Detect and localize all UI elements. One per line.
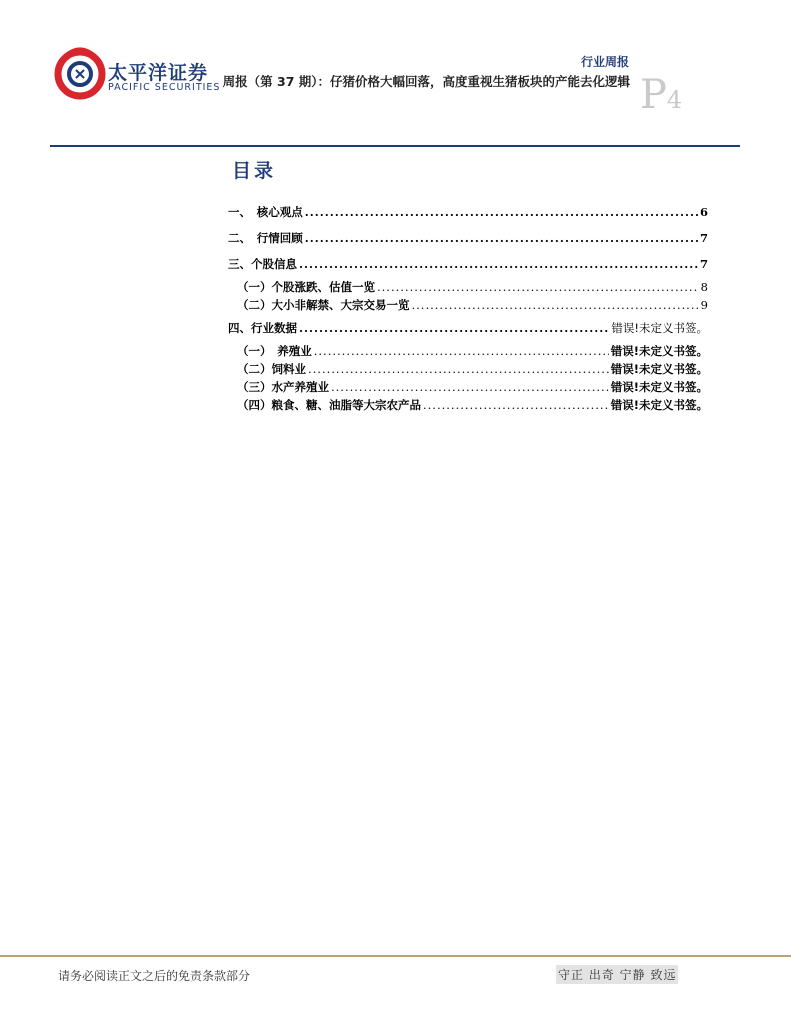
toc-entry-bulk-commodities[interactable]: [228, 397, 708, 413]
toc-entry-page: 7: [699, 257, 708, 271]
logo-chinese-name: 太平洋证券: [108, 62, 209, 84]
toc-entry-page: 7: [699, 231, 708, 245]
toc-entry-breeding[interactable]: [228, 343, 708, 359]
toc-entry-page: 错误!未定义书签。: [610, 362, 708, 376]
toc-heading: 目录: [232, 160, 277, 182]
company-logo: [52, 42, 221, 102]
company-motto: 守正 出奇 宁静 致远: [556, 965, 678, 984]
toc-leader: [331, 380, 609, 394]
toc-entry-label: （四）粮食、糖、油脂等大宗农产品: [237, 398, 421, 412]
toc-entry-page: 错误!未定义书签。: [611, 321, 708, 335]
toc-leader: [377, 280, 699, 294]
page-letter: P: [640, 72, 667, 118]
toc-entry-page: 9: [700, 298, 708, 312]
toc-entry-page: 错误!未定义书签。: [610, 398, 708, 412]
toc-entry-industry-data[interactable]: [228, 320, 708, 336]
toc-entry-feed[interactable]: [228, 361, 708, 377]
toc-leader: [423, 398, 609, 412]
toc-entry-unlock-block-trades[interactable]: [228, 297, 708, 313]
page-number-mark: [640, 72, 682, 118]
logo-english-name: PACIFIC SECURITIES: [108, 82, 221, 93]
toc-entry-label: （二）饲料业: [237, 362, 306, 376]
toc-entry-label: 一、 核心观点: [228, 205, 303, 219]
toc-entry-label: 二、 行情回顾: [228, 231, 303, 245]
toc-entry-label: （三）水产养殖业: [237, 380, 329, 394]
toc-entry-label: 三、个股信息: [228, 257, 297, 271]
toc-entry-label: （一）个股涨跌、估值一览: [237, 280, 375, 294]
toc-leader: [305, 231, 698, 245]
toc-leader: [299, 257, 698, 271]
toc-entry-aquaculture[interactable]: [228, 379, 708, 395]
toc-entry-market-review[interactable]: [228, 230, 708, 246]
toc-entry-label: （二）大小非解禁、大宗交易一览: [237, 298, 410, 312]
toc-entry-stock-info[interactable]: [228, 256, 708, 272]
report-type: 行业周报: [580, 55, 629, 69]
toc-entry-core-views[interactable]: [228, 204, 708, 220]
toc-leader: [412, 298, 699, 312]
footer-divider: [0, 955, 791, 957]
toc-leader: [299, 321, 609, 335]
toc-entry-page: 错误!未定义书签。: [610, 344, 708, 358]
toc-entry-stock-performance[interactable]: [228, 279, 708, 295]
report-title: 周报（第 37 期）：仔猪价格大幅回落，高度重视生猪板块的产能去化逻辑: [222, 74, 630, 89]
toc-entry-page: 错误!未定义书签。: [610, 380, 708, 394]
toc-entry-label: 四、行业数据: [228, 321, 297, 335]
pacific-securities-logo-icon: [52, 42, 108, 102]
disclaimer-note: 请务必阅读正文之后的免责条款部分: [58, 969, 251, 983]
toc-entry-label: （一） 养殖业: [237, 344, 312, 358]
page-number: 4: [666, 86, 683, 114]
toc-leader: [308, 362, 609, 376]
toc-entry-page: 6: [699, 205, 708, 219]
toc-leader: [314, 344, 609, 358]
toc-entry-page: 8: [700, 280, 708, 294]
toc-leader: [305, 205, 698, 219]
header-divider: [50, 145, 740, 147]
